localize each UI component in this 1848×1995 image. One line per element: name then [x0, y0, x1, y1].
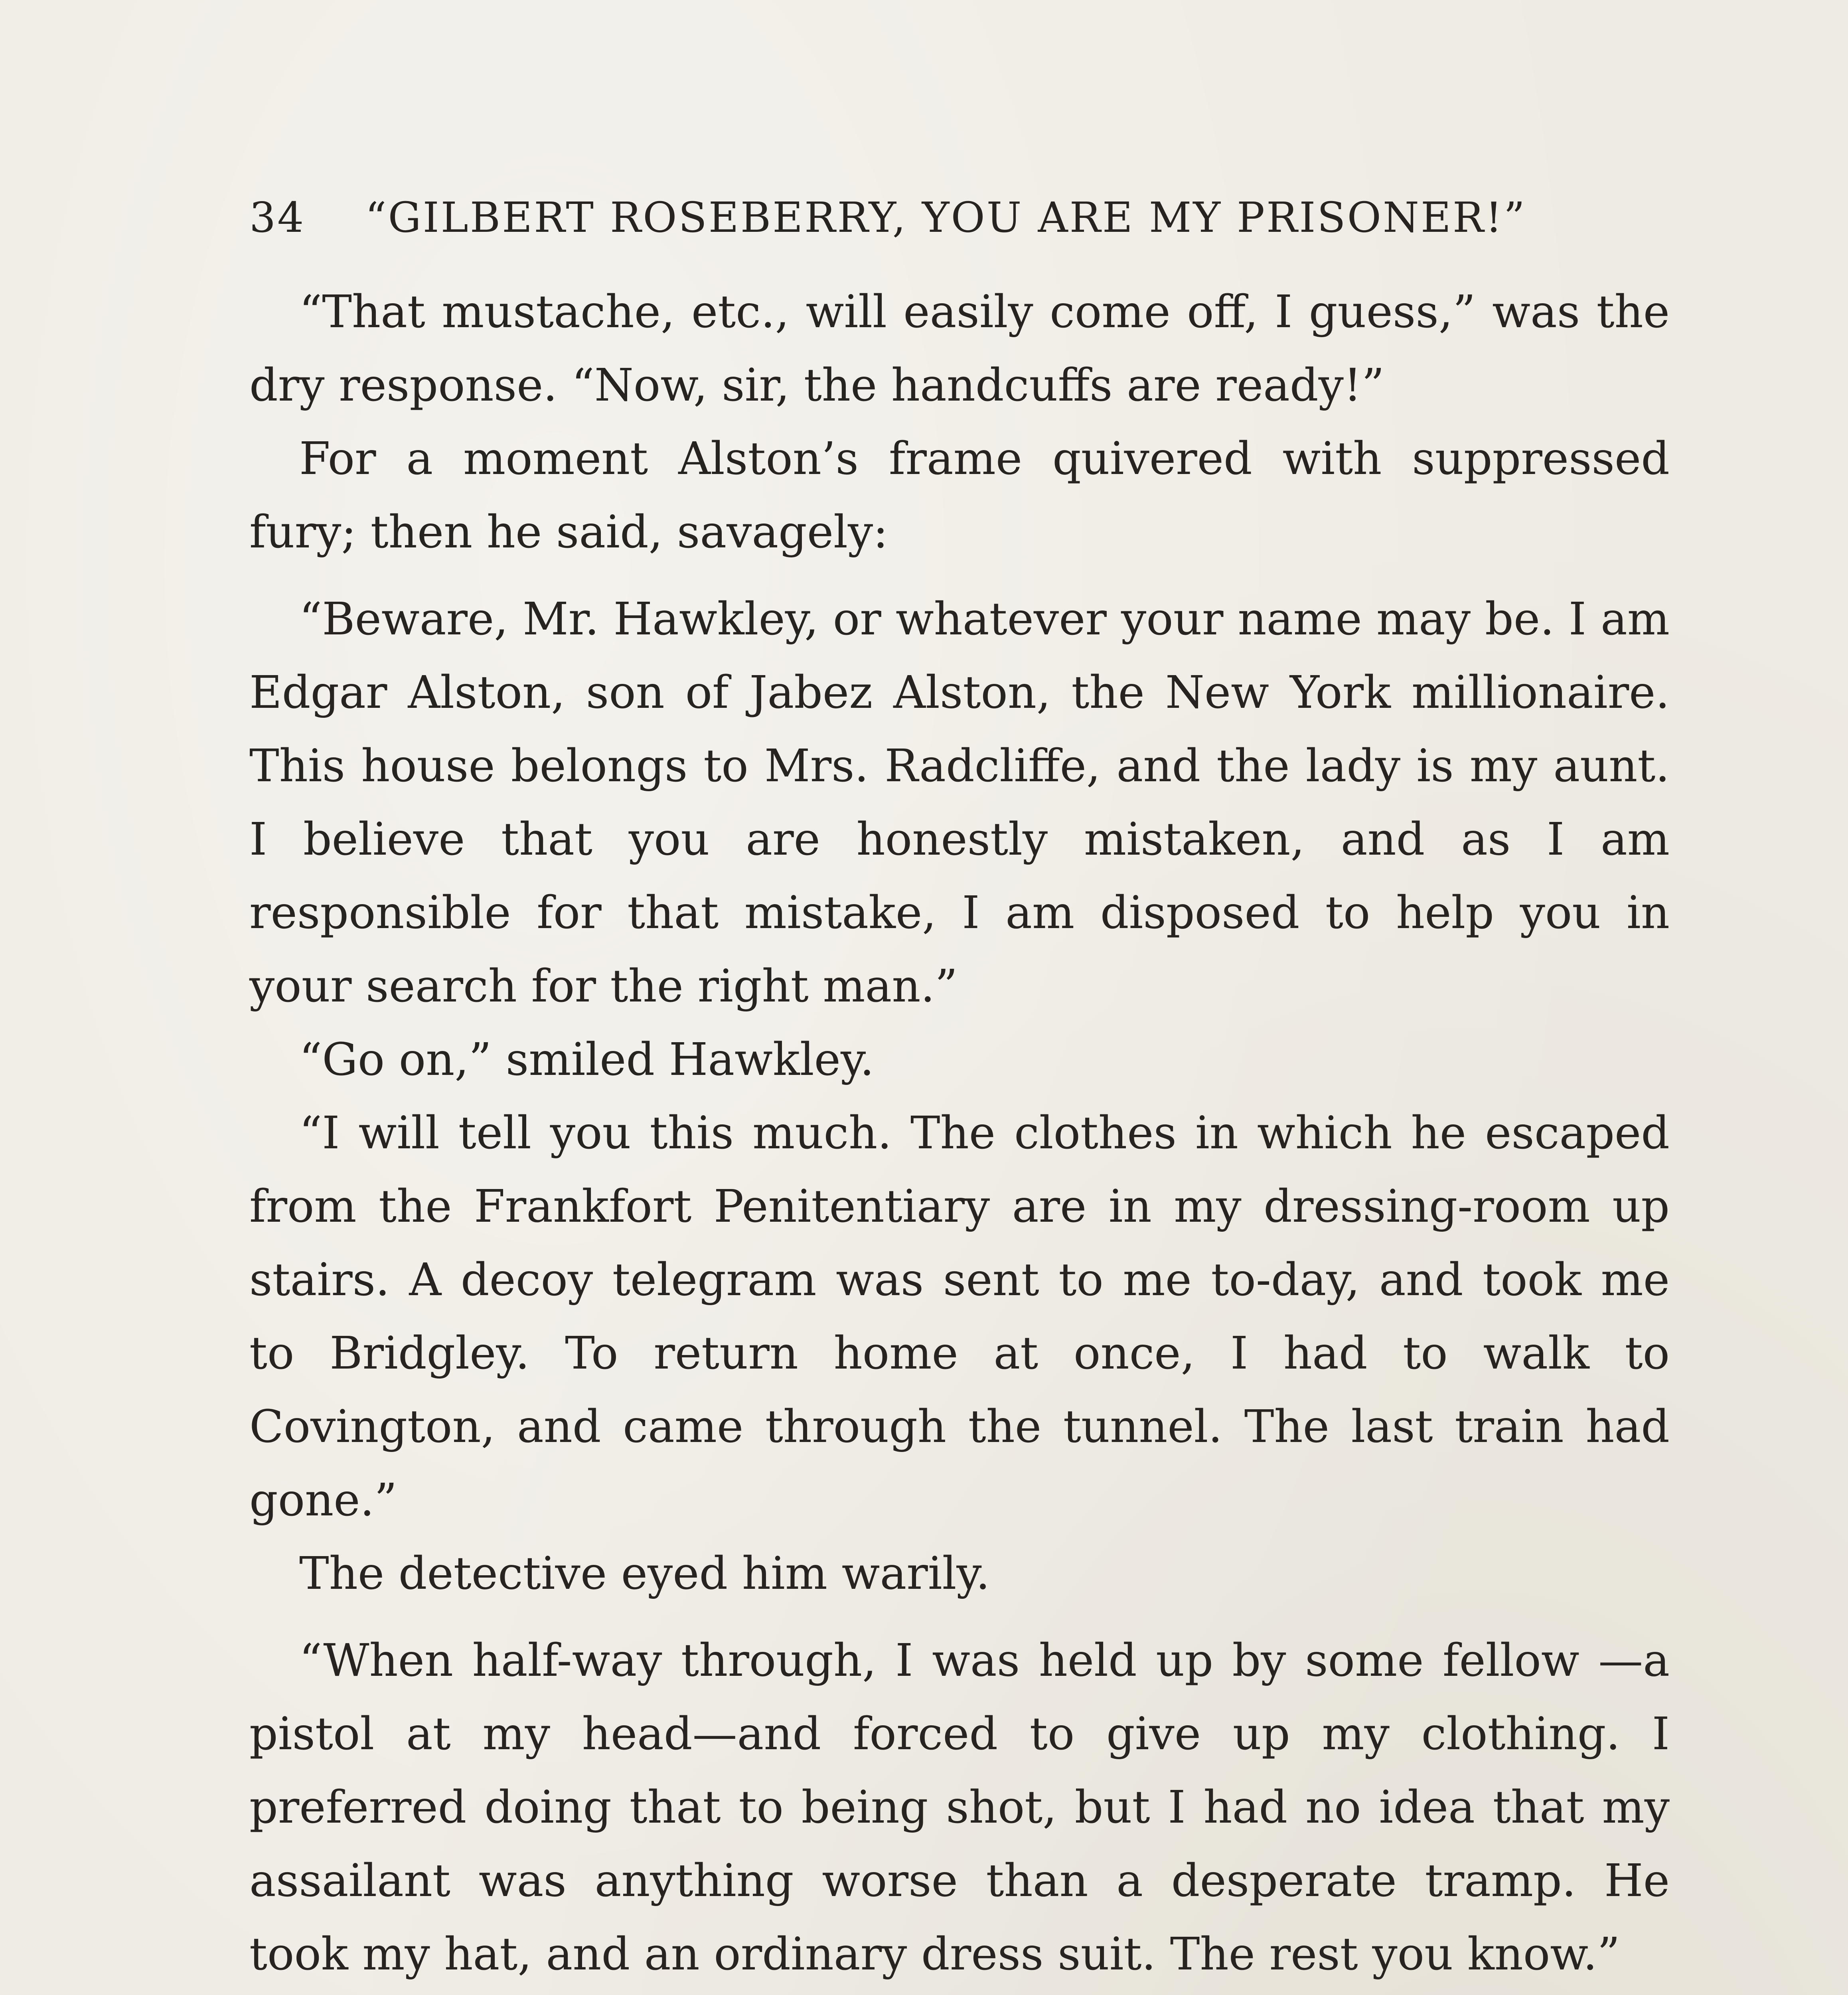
paragraph-4: “Go on,” smiled Hawkley.	[299, 1034, 874, 1086]
paragraph-6: The detective eyed him warily.	[299, 1548, 990, 1600]
running-title: “GILBERT ROSEBERRY, YOU ARE MY PRISONER!”	[365, 193, 1527, 242]
page-number: 34	[249, 193, 306, 242]
paragraph-7: “When half-way through, I was held up by some fellow —a pistol at my head—and forced to give up my clothing. I preferred doing that to being shot, but I had no idea that my assailant was anything worse than a desperate tramp. He took my hat, and an ordinary dress suit. The rest you know.”	[249, 1635, 1670, 1980]
page-body	[249, 275, 1670, 1995]
paragraph-5: “I will tell you this much. The clothes in which he escaped from the Frankfort Penitentiary are in my dressing-room up stairs. A decoy telegram was sent to me to-day, and took me to Bridgley. To return home at once, I had to walk to Covington, and came through the tunnel. The last train had gone.”	[249, 1107, 1670, 1526]
paragraph-1: “That mustache, etc., will easily come off, I guess,” was the dry response. “Now, sir, the handcuffs are ready!”	[249, 286, 1670, 411]
running-header	[249, 188, 1566, 247]
paragraph-3: “Beware, Mr. Hawkley, or whatever your name may be. I am Edgar Alston, son of Jabez Alston, the New York millionaire. This house belongs to Mrs. Radcliffe, and the lady is my aunt. I believe that you are honestly mistaken, and as I am responsible for that mistake, I am disposed to help you in your search for the right man.”	[249, 593, 1670, 1012]
paragraph-2: For a moment Alston’s frame quivered with suppressed fury; then he said, savagely:	[249, 433, 1670, 558]
